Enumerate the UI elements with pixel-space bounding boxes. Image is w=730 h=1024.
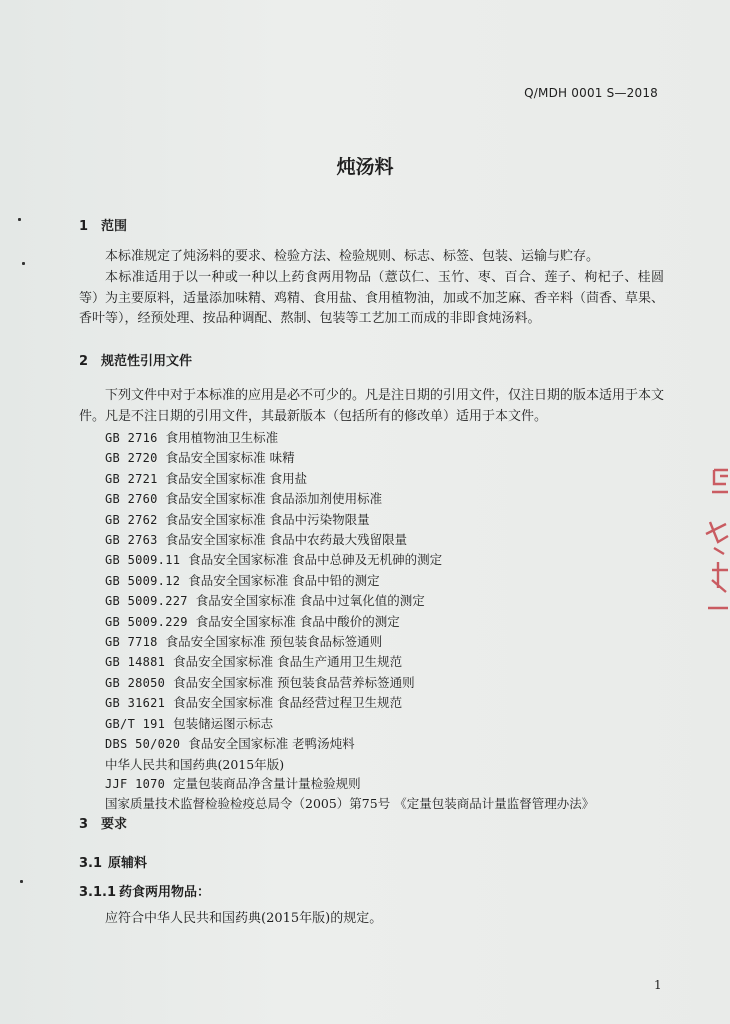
reference-item	[105, 550, 594, 570]
reference-name: 食品安全国家标准 食品经营过程卫生规范	[173, 695, 403, 711]
scope-paragraph-2: 本标准适用于以一种或一种以上药食两用物品（薏苡仁、玉竹、枣、百合、莲子、枸杞子、桂圆等）为主要原料，适量添加味精、鸡精、食用盐、食用植物油，加或不加芝麻、香辛料（茴香、草果、香叶等），经预处理、按品种调配、熬制、包装等工艺加工而成的非即食炖汤料。	[79, 270, 665, 326]
references-intro: 下列文件中对于本标准的应用是必不可少的。凡是注日期的引用文件，仅注日期的版本适用于本文件。凡是不注日期的引用文件，其最新版本（包括所有的修改单）适用于本文件。	[79, 388, 665, 424]
reference-item	[105, 693, 594, 713]
reference-code: JJF 1070	[105, 776, 166, 791]
reference-item	[105, 652, 594, 672]
reference-code: GB/T 191	[105, 716, 166, 731]
reference-name: 食品安全国家标准 食品中铅的测定	[188, 572, 380, 588]
reference-item	[105, 571, 594, 591]
section-title: 规范性引用文件	[101, 354, 193, 369]
reference-code: GB 5009.11	[105, 553, 181, 568]
page-number: 1	[654, 978, 662, 992]
section-number: 3.1	[79, 856, 103, 871]
standard-code: Q/MDH 0001 S—2018	[524, 86, 658, 100]
reference-name: 食品安全国家标准 食品中过氧化值的测定	[195, 593, 425, 609]
reference-name: 食品安全国家标准 预包装食品标签通则	[165, 634, 383, 650]
section-1-heading	[79, 215, 127, 234]
reference-code: GB 2760	[105, 492, 158, 507]
reference-name: 食用植物油卫生标准	[165, 430, 279, 445]
section-title: 要求	[101, 817, 128, 832]
section-number: 3.1.1	[79, 885, 117, 900]
reference-item	[105, 673, 594, 693]
reference-code: GB 2721	[105, 471, 158, 486]
section-3-1-heading	[79, 852, 147, 871]
reference-code: GB 31621	[105, 696, 166, 711]
reference-name: 食品安全国家标准 食品添加剂使用标准	[165, 491, 383, 507]
reference-item	[105, 612, 594, 632]
reference-code: GB 5009.227	[105, 594, 188, 609]
section-number: 1	[79, 219, 89, 234]
scan-speck	[22, 262, 25, 265]
reference-item	[105, 774, 594, 794]
reference-name: 食品安全国家标准 食品中酸价的测定	[195, 613, 400, 629]
reference-code: GB 14881	[105, 655, 166, 670]
reference-name: 食品安全国家标准 食品中总砷及无机砷的测定	[188, 552, 443, 568]
red-seal-stamp-fragment	[700, 462, 730, 632]
reference-code: DBS 50/020	[105, 737, 181, 752]
section-3-heading	[79, 813, 127, 832]
reference-code: GB 5009.229	[105, 614, 188, 629]
reference-code: GB 28050	[105, 675, 166, 690]
reference-name: 包装储运图示标志	[173, 715, 274, 731]
reference-name: 食品安全国家标准 食品中农药最大残留限量	[165, 532, 408, 548]
scope-paragraph-1: 本标准规定了炖汤料的要求、检验方法、检验规则、标志、标签、包装、运输与贮存。	[105, 249, 600, 264]
reference-item	[105, 448, 594, 468]
requirement-text: 应符合中华人民共和国药典(2015年版)的规定。	[105, 911, 383, 926]
section-number: 2	[79, 354, 89, 369]
reference-code: GB 2716	[105, 431, 158, 445]
reference-name: 食品安全国家标准 老鸭汤炖料	[188, 736, 355, 752]
reference-item	[105, 734, 594, 754]
section-title: 原辅料	[108, 856, 148, 871]
reference-name: 食品安全国家标准 食用盐	[165, 470, 308, 486]
reference-code: GB 5009.12	[105, 573, 181, 588]
reference-item	[105, 489, 594, 509]
reference-item	[105, 428, 594, 448]
reference-code: GB 7718	[105, 635, 158, 650]
reference-name: 食品安全国家标准 预包装食品营养标签通则	[173, 674, 415, 690]
reference-list	[105, 428, 594, 814]
scan-speck	[20, 880, 23, 883]
section-number: 3	[79, 817, 89, 832]
reference-item	[105, 632, 594, 652]
reference-item	[105, 530, 594, 550]
reference-code: GB 2720	[105, 451, 158, 466]
section-title: 药食两用物品：	[119, 885, 211, 900]
reference-code: GB 2763	[105, 533, 158, 548]
reference-item	[105, 591, 594, 611]
reference-name: 食品安全国家标准 食品中污染物限量	[165, 511, 370, 527]
document-title: 炖汤料	[336, 156, 394, 178]
reference-code: GB 2762	[105, 512, 158, 527]
reference-name: 食品安全国家标准 食品生产通用卫生规范	[173, 654, 403, 670]
reference-pharmacopoeia: 中华人民共和国药典(2015年版)	[105, 756, 285, 772]
reference-item	[105, 510, 594, 530]
section-3-1-1-heading	[79, 881, 210, 900]
section-2-heading	[79, 350, 192, 369]
section-title: 范围	[101, 219, 128, 234]
reference-item	[105, 714, 594, 734]
reference-item	[105, 469, 594, 489]
reference-name: 定量包装商品净含量计量检验规则	[173, 775, 361, 791]
reference-decree: 国家质量技术监督检验检疫总局令（2005）第75号 《定量包装商品计量监督管理办法》	[105, 796, 595, 812]
reference-name: 食品安全国家标准 味精	[165, 450, 295, 466]
scan-speck	[18, 218, 21, 221]
